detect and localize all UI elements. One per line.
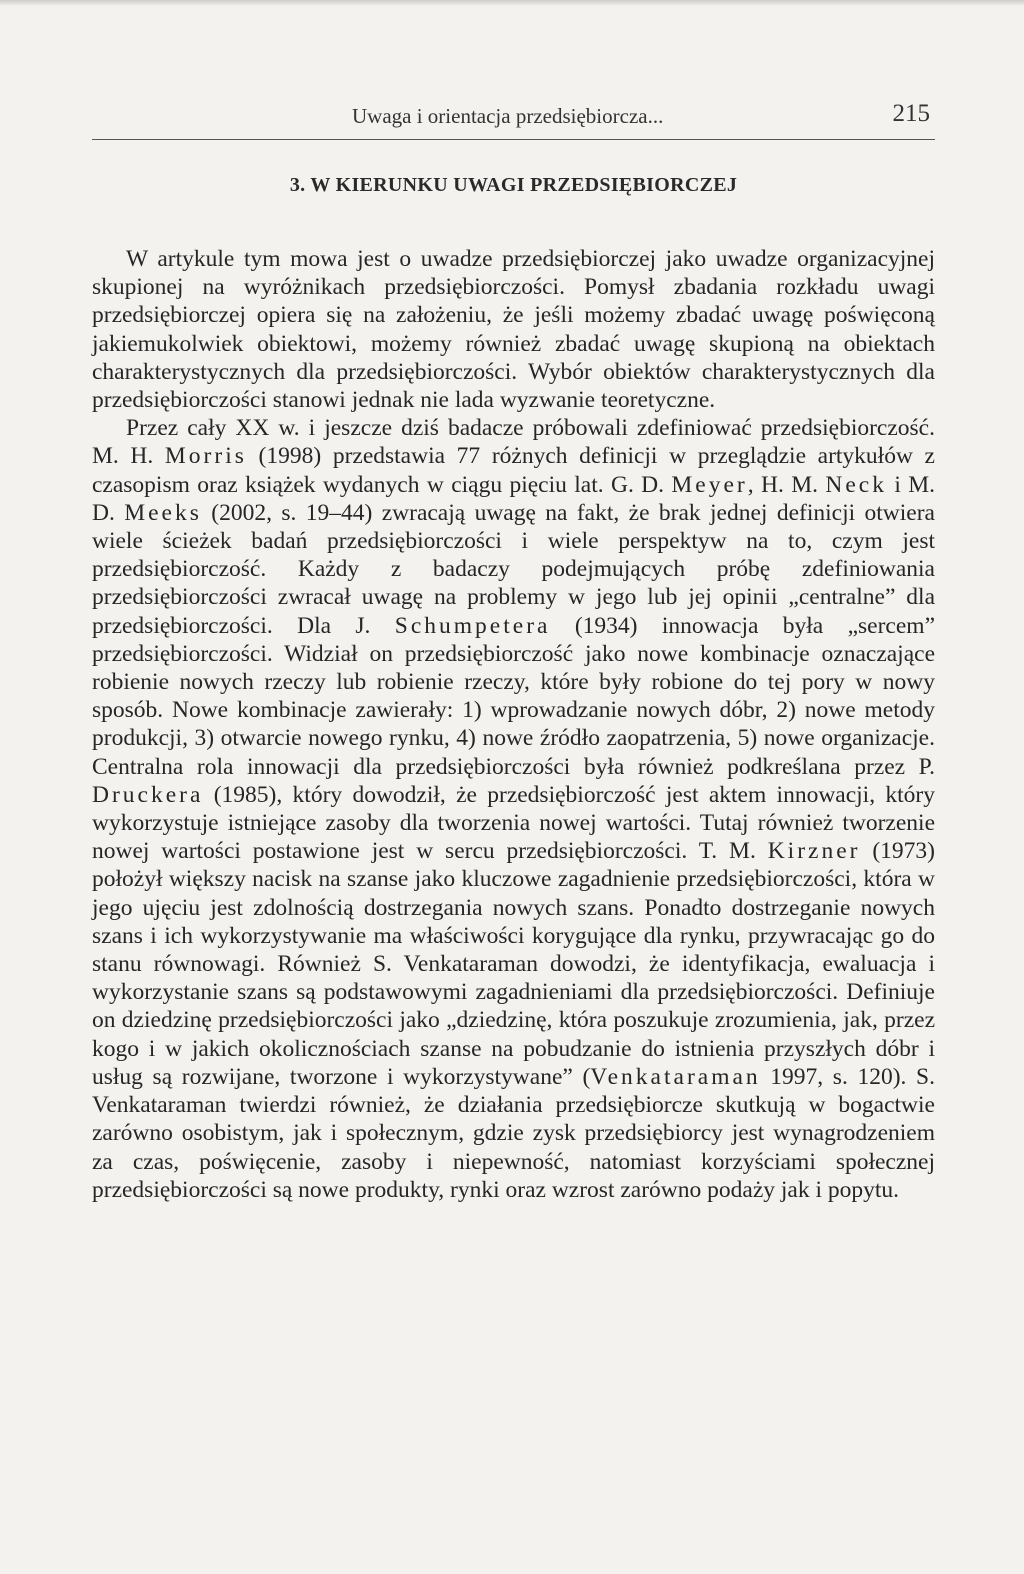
header-rule [92,139,935,140]
text-segment: W artykule tym mowa jest o uwadze przedsiębiorczej jako uwadze organizacyjnej skupionej na wyróżnikach przedsiębiorczości. Pomysł zbadania rozkładu uwagi przedsiębiorczej opiera się na założeniu, że jeśli możemy zbadać uwagę poświęconą jakiemukolwiek obiektowi, możemy również zbadać uwagę skupioną na obiektach charakterystycznych dla przedsiębiorczości. Wybór obiektów charakterystycznych dla przedsiębiorczości stanowi jednak nie lada wyzwanie teoretyczne. [92,246,935,414]
text-segment: (2002, s. 19–44) zwracają uwagę na fakt, że brak jednej definicji otwiera wiele ścieżek badań przedsiębiorczości i wiele perspektyw na to, czym jest przedsiębiorczość. Każdy z badaczy podejmujących próbę zdefiniowania przedsiębiorczości zwracał uwagę na problemy w jego lub jej opinii „centralne” dla przedsiębiorczości. Dla J. [92,499,935,639]
paragraph-1 [92,245,935,414]
running-header [92,100,935,140]
text-segment: (1985), który dowodził, że przedsiębiorczość jest aktem innowacji, który wykorzystuje istniejące zasoby dla tworzenia nowej wartości. Tutaj również tworzenie nowej wartości postawione jest w sercu przedsiębiorczości. T. M. [92,781,935,865]
text-segment: (1973) położył większy nacisk na szanse jako kluczowe zagadnienie przedsiębiorczości, która w jego ujęciu jest zdolnością dostrzegania nowych szans. Ponadto dostrzeganie nowych szans i ich wykorzystywanie ma właściwości korygujące dla rynku, przywracając go do stanu równowagi. Również S. Venkataraman dowodzi, że identyfikacja, ewaluacja i wykorzystanie szans są podstawowymi zagadnieniami dla przedsiębiorczości. Definiuje on dziedzinę przedsiębiorczości jako „dziedzinę, która poszukuje zrozumienia, jak, przez kogo i w jakich okolicznościach szanse na pobudzanie do istnienia przyszłych dóbr i usług są rozwijane, tworzone i wykorzystywane” ( [92,838,935,1090]
paragraph-2 [92,414,935,1204]
author-name-spaced: Meyer [671,471,748,498]
text-segment: i M. D. [92,471,935,526]
body-text [92,245,935,1204]
text-segment: Przez cały XX w. i jeszcze dziś badacze próbowali zdefiniować przedsiębiorczość. M. H. [92,415,935,470]
author-name-spaced: Druckera [92,781,204,808]
author-name-spaced: Kirzner [767,838,861,865]
section-heading: 3. W KIERUNKU UWAGI PRZEDSIĘBIORCZEJ [289,174,738,196]
page-number: 215 [892,100,930,127]
text-segment: (1998) przedstawia 77 różnych definicji w przeglądzie artykułów z czasopism oraz książek wydanych w ciągu pięciu lat. G. D. [92,443,935,498]
author-name-spaced: Schumpetera [394,612,551,639]
author-name-spaced: Neck [825,471,887,498]
author-name-spaced: Meeks [124,499,202,526]
text-segment: 1997, s. 120). S. Venkataraman twierdzi również, że działania przedsiębiorcze skutkują w bogactwie zarówno osobistym, jak i społecznym, gdzie zysk przedsiębiorcy jest wynagrodzeniem za czas, poświęcenie, zasoby i niepewność, natomiast korzyściami społecznej przedsiębiorczości są nowe produkty, rynki oraz wzrost zarówno podaży jak i popytu. [92,1063,935,1203]
text-segment: (1934) innowacja była „sercem” przedsiębiorczości. Widział on przedsiębiorczość jako nowe kombinacje oznaczające robienie nowych rzeczy lub robienie rzeczy, które były robione do tej pory w nowy sposób. Nowe kombinacje zawierały: 1) wprowadzanie nowych dóbr, 2) nowe metody produkcji, 3) otwarcie nowego rynku, 4) nowe źródło zaopatrzenia, 5) nowe organizacje. Centralna rola innowacji dla przedsiębiorczości była również podkreślana przez P. [92,612,935,780]
page-top-edge [0,0,1024,6]
running-title: Uwaga i orientacja przedsiębiorcza... [352,104,664,128]
author-name-spaced: Morris [164,443,247,470]
text-segment: , H. M. [747,471,826,498]
author-name-spaced: Venkataraman [590,1063,761,1090]
